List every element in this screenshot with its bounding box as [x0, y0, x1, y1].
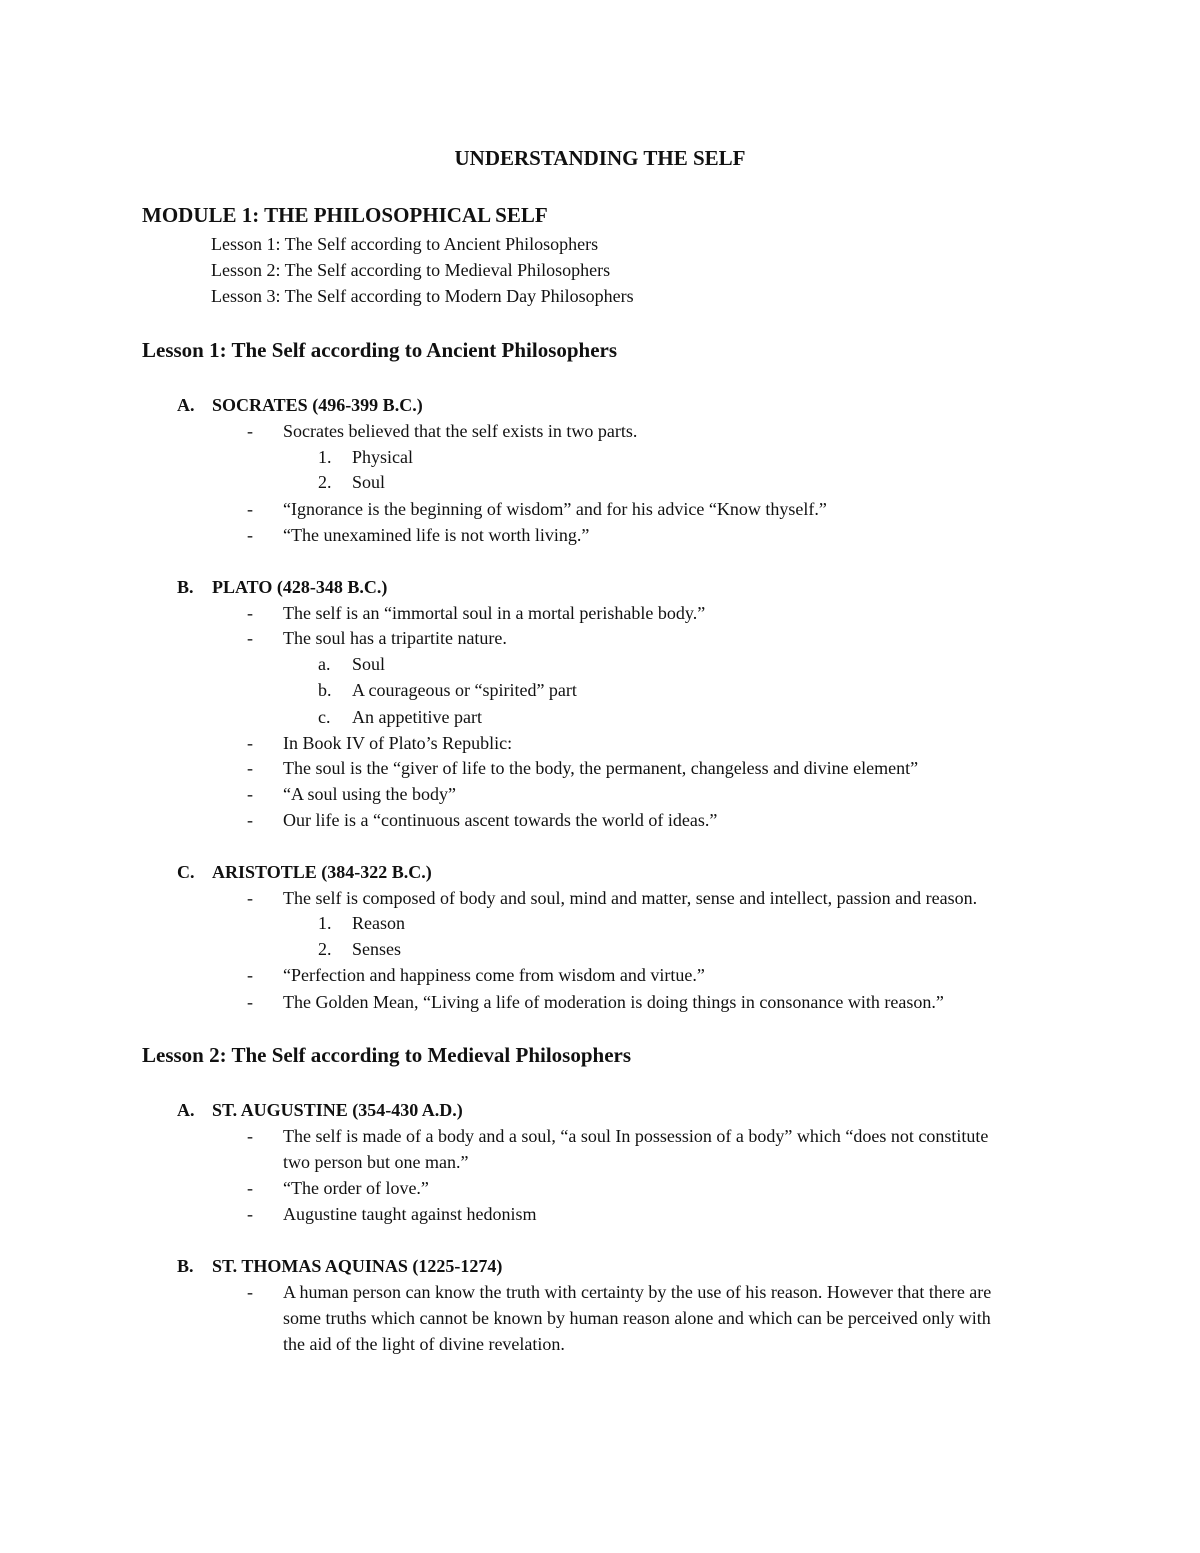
augustine-bullet-1-line-2: two person but one man.”: [283, 1152, 469, 1172]
plato-bullet-3: In Book IV of Plato’s Republic:: [283, 733, 513, 753]
aquinas-letter: B.: [177, 1256, 194, 1276]
plato-bullet-5: “A soul using the body”: [283, 784, 456, 804]
socrates-bullet-2: “Ignorance is the beginning of wisdom” and for his advice “Know thyself.”: [283, 499, 827, 519]
bullet-dash: -: [247, 784, 253, 804]
list-number: 2.: [318, 472, 332, 492]
bullet-dash: -: [247, 733, 253, 753]
augustine-letter: A.: [177, 1100, 195, 1120]
augustine-heading: ST. AUGUSTINE (354-430 A.D.): [212, 1100, 463, 1120]
module-heading: MODULE 1: THE PHILOSOPHICAL SELF: [142, 203, 548, 227]
list-letter: a.: [318, 654, 331, 674]
plato-item-c: An appetitive part: [352, 707, 482, 727]
aquinas-heading: ST. THOMAS AQUINAS (1225-1274): [212, 1256, 503, 1276]
bullet-dash: -: [247, 888, 253, 908]
socrates-item-1: Physical: [352, 447, 413, 467]
list-letter: b.: [318, 680, 332, 700]
aristotle-bullet-3: The Golden Mean, “Living a life of moderation is doing things in consonance with reason.”: [283, 992, 944, 1012]
module-lesson-3: Lesson 3: The Self according to Modern Day Philosophers: [211, 286, 634, 306]
aristotle-heading: ARISTOTLE (384-322 B.C.): [212, 862, 432, 882]
lesson-2-heading: Lesson 2: The Self according to Medieval Philosophers: [142, 1043, 632, 1067]
socrates-item-2: Soul: [352, 472, 386, 492]
bullet-dash: -: [247, 1204, 253, 1224]
aristotle-letter: C.: [177, 862, 195, 882]
bullet-dash: -: [247, 525, 253, 545]
aristotle-bullet-1: The self is composed of body and soul, mind and matter, sense and intellect, passion and reason.: [283, 888, 978, 908]
plato-bullet-1: The self is an “immortal soul in a mortal perishable body.”: [283, 603, 706, 623]
augustine-bullet-1-line-1: The self is made of a body and a soul, “a soul In possession of a body” which “does not constitute: [283, 1126, 989, 1146]
plato-item-b: A courageous or “spirited” part: [352, 680, 577, 700]
plato-item-a: Soul: [352, 654, 386, 674]
module-lesson-1: Lesson 1: The Self according to Ancient Philosophers: [211, 234, 599, 254]
plato-bullet-2: The soul has a tripartite nature.: [283, 628, 507, 648]
aquinas-bullet-1-line-3: the aid of the light of divine revelation.: [283, 1334, 565, 1354]
bullet-dash: -: [247, 421, 253, 441]
list-number: 2.: [318, 939, 332, 959]
plato-bullet-6: Our life is a “continuous ascent towards the world of ideas.”: [283, 810, 718, 830]
bullet-dash: -: [247, 628, 253, 648]
socrates-bullet-1: Socrates believed that the self exists in two parts.: [283, 421, 638, 441]
bullet-dash: -: [247, 810, 253, 830]
socrates-bullet-3: “The unexamined life is not worth living.”: [283, 525, 590, 545]
aristotle-item-2: Senses: [352, 939, 401, 959]
aquinas-bullet-1-line-2: some truths which cannot be known by human reason alone and which can be perceived only with: [283, 1308, 991, 1328]
document-title: UNDERSTANDING THE SELF: [454, 146, 746, 170]
bullet-dash: -: [247, 965, 253, 985]
aristotle-bullet-2: “Perfection and happiness come from wisdom and virtue.”: [283, 965, 705, 985]
lesson-1-heading: Lesson 1: The Self according to Ancient Philosophers: [142, 338, 618, 362]
augustine-bullet-2: “The order of love.”: [283, 1178, 429, 1198]
plato-letter: B.: [177, 577, 194, 597]
aristotle-item-1: Reason: [352, 913, 405, 933]
bullet-dash: -: [247, 1178, 253, 1198]
socrates-letter: A.: [177, 395, 195, 415]
bullet-dash: -: [247, 1126, 253, 1146]
bullet-dash: -: [247, 603, 253, 623]
socrates-heading: SOCRATES (496-399 B.C.): [212, 395, 423, 415]
plato-bullet-4: The soul is the “giver of life to the body, the permanent, changeless and divine element”: [283, 758, 919, 778]
augustine-bullet-3: Augustine taught against hedonism: [283, 1204, 537, 1224]
module-lesson-2: Lesson 2: The Self according to Medieval Philosophers: [211, 260, 611, 280]
list-number: 1.: [318, 913, 332, 933]
bullet-dash: -: [247, 499, 253, 519]
list-letter: c.: [318, 707, 331, 727]
plato-heading: PLATO (428-348 B.C.): [212, 577, 388, 597]
bullet-dash: -: [247, 758, 253, 778]
list-number: 1.: [318, 447, 332, 467]
bullet-dash: -: [247, 992, 253, 1012]
bullet-dash: -: [247, 1282, 253, 1302]
aquinas-bullet-1-line-1: A human person can know the truth with certainty by the use of his reason. However that there are: [283, 1282, 992, 1302]
